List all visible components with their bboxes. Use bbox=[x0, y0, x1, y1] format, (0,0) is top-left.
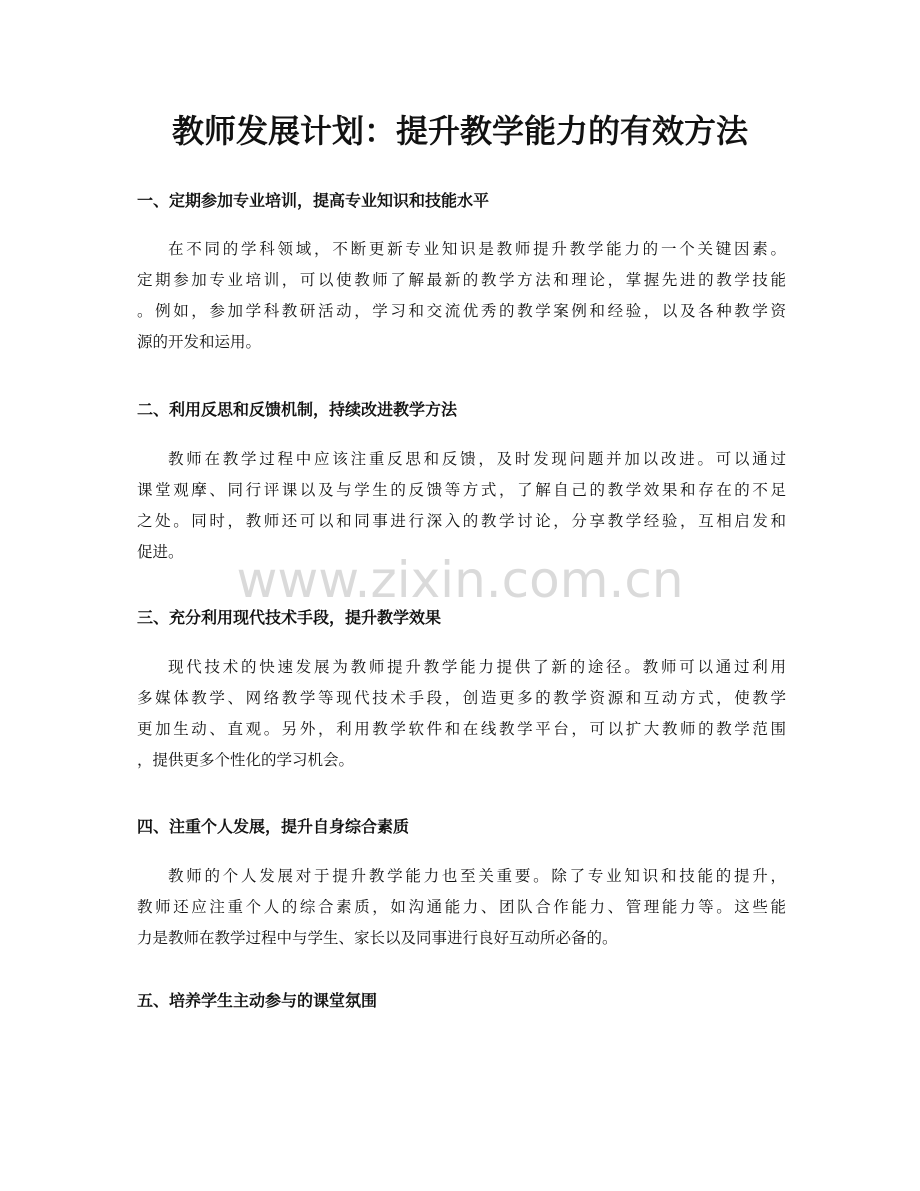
section-heading-5: 五、培养学生主动参与的课堂氛围 bbox=[137, 991, 378, 1010]
paragraph-line: 现代技术的快速发展为教师提升教学能力提供了新的途径。教师可以通过利用 bbox=[168, 658, 786, 676]
section-heading-4: 四、注重个人发展，提升自身综合素质 bbox=[137, 817, 410, 836]
document-title: 教师发展计划：提升教学能力的有效方法 bbox=[171, 112, 748, 150]
section-heading-1: 一、定期参加专业培训，提高专业知识和技能水平 bbox=[137, 191, 490, 210]
paragraph-line: 。例如，参加学科教研活动，学习和交流优秀的教学案例和经验，以及各种教学资 bbox=[137, 302, 786, 320]
paragraph-line: 多媒体教学、网络教学等现代技术手段，创造更多的教学资源和互动方式，使教学 bbox=[137, 689, 786, 707]
section-heading-3: 三、充分利用现代技术手段，提升教学效果 bbox=[137, 608, 442, 627]
paragraph-line: 在不同的学科领域，不断更新专业知识是教师提升教学能力的一个关键因素。 bbox=[168, 240, 786, 258]
paragraph-line: 教师在教学过程中应该注重反思和反馈，及时发现问题并加以改进。可以通过 bbox=[168, 450, 786, 468]
section-paragraph-1 bbox=[137, 234, 786, 358]
section-paragraph-3 bbox=[137, 652, 786, 776]
section-heading-2: 二、利用反思和反馈机制，持续改进教学方法 bbox=[137, 400, 458, 419]
paragraph-line: 之处。同时，教师还可以和同事进行深入的教学讨论，分享教学经验，互相启发和 bbox=[137, 512, 786, 530]
paragraph-line: 促进。 bbox=[137, 543, 184, 561]
section-paragraph-2 bbox=[137, 444, 786, 568]
paragraph-line: 力是教师在教学过程中与学生、家长以及同事进行良好互动所必备的。 bbox=[137, 929, 618, 947]
paragraph-line: 教师还应注重个人的综合素质，如沟通能力、团队合作能力、管理能力等。这些能 bbox=[137, 898, 786, 916]
section-paragraph-4 bbox=[137, 861, 786, 954]
watermark: www.zixin.com.cn bbox=[236, 551, 684, 609]
paragraph-line: ，提供更多个性化的学习机会。 bbox=[137, 751, 355, 769]
paragraph-line: 源的开发和运用。 bbox=[137, 333, 262, 351]
paragraph-line: 更加生动、直观。另外，利用教学软件和在线教学平台，可以扩大教师的教学范围 bbox=[137, 720, 786, 738]
paragraph-line: 课堂观摩、同行评课以及与学生的反馈等方式，了解自己的教学效果和存在的不足 bbox=[137, 481, 786, 499]
paragraph-line: 定期参加专业培训，可以使教师了解最新的教学方法和理论，掌握先进的教学技能 bbox=[137, 271, 786, 289]
paragraph-line: 教师的个人发展对于提升教学能力也至关重要。除了专业知识和技能的提升， bbox=[168, 867, 786, 885]
